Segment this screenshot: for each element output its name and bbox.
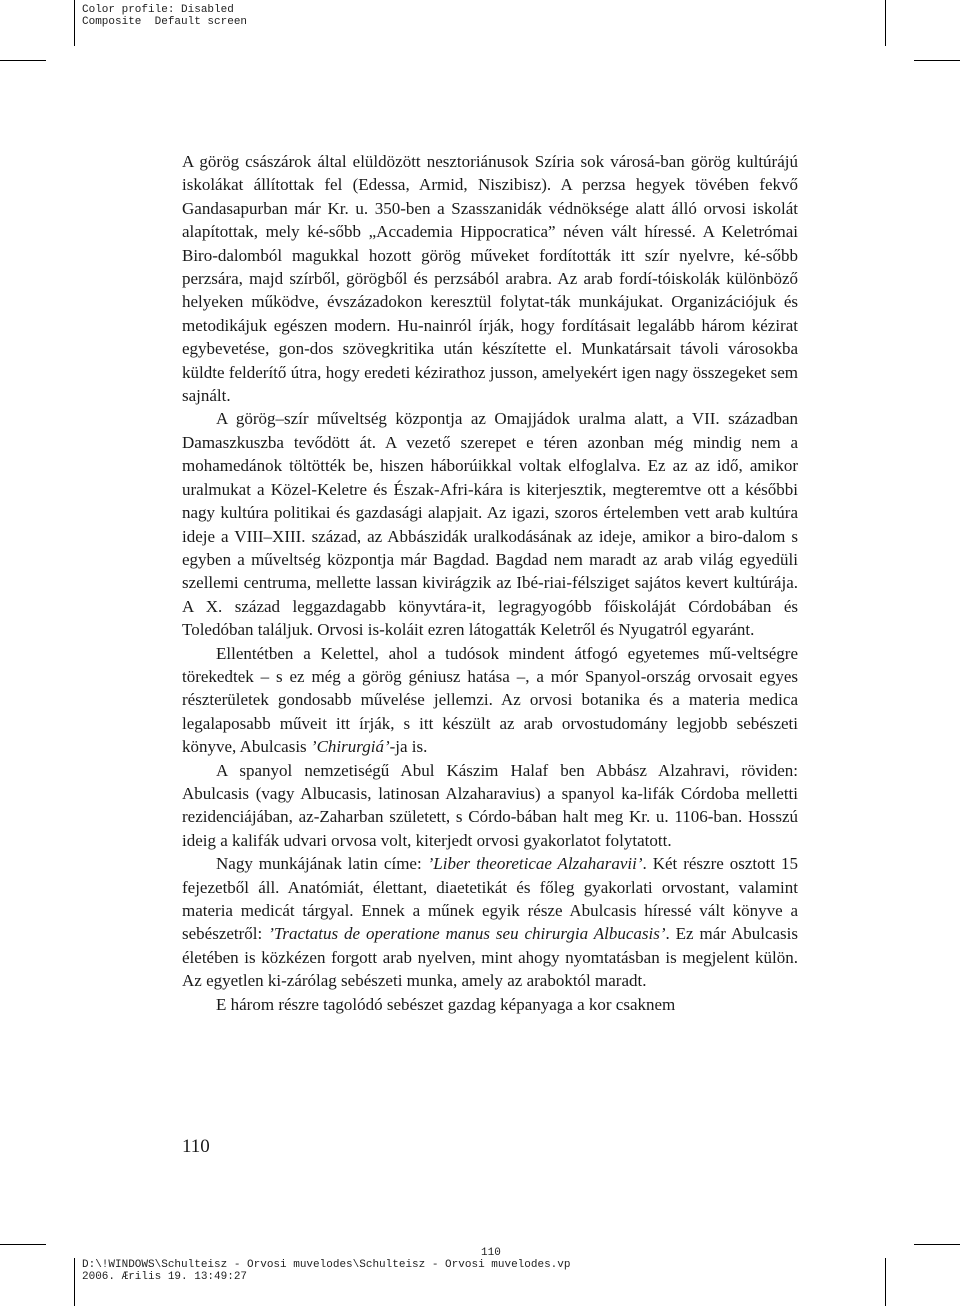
- footer-file-path: D:\!WINDOWS\Schulteisz - Orvosi muvelodes\Schulteisz - Orvosi muvelodes.vp: [82, 1259, 571, 1271]
- crop-mark: [74, 0, 75, 46]
- crop-mark: [914, 60, 960, 61]
- paragraph: A spanyol nemzetiségű Abul Kászim Halaf ben Abbász Alzahravi, röviden: Abulcasis (vagy Albucasis, latinosan Alzaharavius) a spanyol ka-lifák Córdoba melletti rezidenciájában, az-Zaharban született, s Córdo-bában halt meg Kr. u. 1106-ban. Hosszú ideig a kalifák udvari orvosa volt, kiterjedt orvosi gyakorlatot folytatott.: [182, 760, 798, 850]
- crop-mark: [914, 1244, 960, 1245]
- paragraph: [182, 852, 798, 992]
- crop-mark: [74, 1258, 75, 1306]
- paragraph: A görög császárok által elüldözött nesztoriánusok Szíria sok városá-ban görög kultúrájú iskolákat állítottak fel (Edessa, Armid, Niszibisz). A perzsa hegyek tövében fekvő Gandasapurban már Kr. u. 350-ben a Szasszanidák védnöksége alatt álló orvosi iskolát alapítottak, mely ké-sőbb „Accademia Hippocratica” néven vált híressé. A Keletrómai Biro-dalomból magukkal hozott görög műveket fordították itt szír nyelvre, ké-sőbb perzsára, majd szírből, görögből és perzsából arabra. Az arab fordí-tóiskolák különböző helyeken működve, évszázadokon keresztül folytat-ták munkájukat. Organizációjuk és metodikájuk egészen modern. Hu-nainról írják, hogy fordításait legalább három kézirat egybevetése, gon-dos szövegkritika után készítette el. Munkatársait távoli városokba küldte felderítő útra, hogy eredeti kézirathoz jusson, amelyekért igen nagy összegeket sem sajnált.: [182, 152, 798, 406]
- paragraph: E három részre tagolódó sebészet gazdag képanyaga a kor csaknem: [216, 994, 676, 1014]
- paragraph-text: . Ez már Abulcasis életében is közkézen forgott arab nyelven, mint ahogy nyomtatásban is megjelent külön. Az egyetlen ki-zárólag sebészeti munka, amely az araboktól maradt.: [182, 924, 798, 991]
- paragraph-text: Ellentétben a Kelettel, ahol a tudósok mindent átfogó egyetemes mű-veltségre törekedtek – s ez még a görög géniusz hatása –, a mór Spanyol-ország orvosait egyes részterületek gondosabb művelése jellemzi. Az orvosi botanika és a materia medica legalaposabb műveit itt írják, s itt készült az arab orvostudomány legjobb sebészeti könyve, Abulcasis: [182, 643, 798, 757]
- crop-mark: [885, 0, 886, 46]
- page-number: 110: [182, 1136, 210, 1157]
- crop-mark: [885, 1258, 886, 1306]
- paragraph: A görög–szír műveltség központja az Omajjádok uralma alatt, a VII. században Damaszkuszba tevődött át. A vezető szerepet e téren azonban még mindig nem a mohamedánok töltötték be, hiszen háborúikkal voltak elfoglalva. Ez az az idő, amikor uralmukat a Közel-Keletre és Észak-Afri-kára is kiterjesztik, megteremtve ott a későbbi nagy kultúra politikai és gazdasági alapjait. Az igazi, szoros értelemben vett arab kultúra ideje a VIII–XIII. század, az Abbászidák uralkodásának az ideje, amikor a biro-dalom s egyben a műveltség központja már Bagdad. Bagdad nem maradt az arab világ egyedüli szellemi centruma, mellette lassan kivirágzik az Ibé-riai-félsziget sajátos kevert kultúrája. A X. század leggazdagabb könyvtára-it, legragyogóbb főiskoláját Córdobában és Toledóban találjuk. Orvosi is-koláit ezren látogatták Keletről és Nyugatról egyaránt.: [182, 409, 798, 640]
- italic-title: ’Liber theoreticae Alzaharavii’: [427, 854, 643, 874]
- paragraph: [182, 642, 798, 759]
- crop-mark: [0, 1244, 46, 1245]
- paragraph-text: Nagy munkájának latin címe:: [216, 854, 428, 874]
- footer-timestamp: 2006. Ærilis 19. 13:49:27: [82, 1271, 248, 1283]
- italic-title: ’Chirurgiá’: [310, 737, 390, 757]
- crop-mark: [0, 60, 46, 61]
- paragraph-text: -ja is.: [389, 737, 428, 757]
- color-profile-label: Color profile: Disabled: [82, 4, 234, 16]
- composite-label: Composite Default screen: [82, 16, 248, 28]
- footer-page-number: 110: [481, 1247, 501, 1259]
- body-text: [182, 150, 798, 1016]
- paragraph-text: . Két részre osztott 15 fejezetből áll. Anatómiát, élettant, diaetetikát és főleg gyakorlati orvostant, valamint materia medicát tárgyal. Ennek a műnek egyik része Abulcasis híressé vált könyve a sebészetről:: [182, 854, 798, 944]
- italic-title: ’Tractatus de operatione manus seu chirurgia Albucasis’: [268, 924, 666, 944]
